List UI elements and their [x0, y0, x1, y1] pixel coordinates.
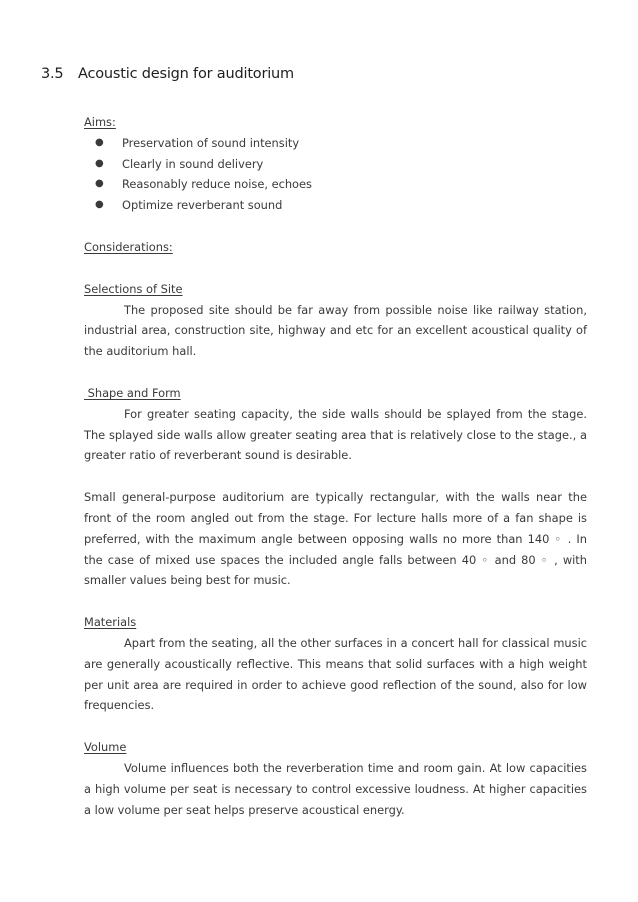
bullet-icon: ●	[95, 199, 104, 211]
aims-label: Aims:	[84, 115, 116, 129]
list-item: ● Reasonably reduce noise, echoes	[84, 174, 587, 195]
materials-heading: Materials	[84, 615, 137, 630]
shape-heading: Shape and Form	[84, 385, 181, 400]
site-heading: Selections of Site	[84, 281, 183, 296]
volume-paragraph: Volume influences both the reverberation time and room gain. At low capacities a high volume per seat is necessary to control excessive loudness. At higher capacities a low volume per seat helps preserve acoustical energy.	[84, 760, 587, 817]
site-paragraph: The proposed site should be far away from possible noise like railway station, industrial area, construction site, highway and etc for an excellent acoustical quality of the auditorium hall.	[84, 302, 587, 359]
bullet-icon: ●	[95, 136, 104, 148]
document-body	[84, 112, 587, 820]
list-item: ● Optimize reverberant sound	[84, 195, 587, 216]
list-item: ● Clearly in sound delivery	[84, 154, 587, 175]
section-heading	[41, 66, 294, 82]
section-number: 3.5	[41, 66, 64, 82]
materials-paragraph: Apart from the seating, all the other surfaces in a concert hall for classical music are generally acoustically reflective. This means that solid surfaces with a high weight per unit area are required in order to achieve good reflection of the sound, also for low frequencies.	[84, 635, 587, 713]
list-item: ● Preservation of sound intensity	[84, 133, 587, 154]
section-title: Acoustic design for auditorium	[78, 66, 294, 82]
bullet-icon: ●	[95, 157, 104, 169]
bullet-icon: ●	[95, 178, 104, 190]
shape-paragraph: For greater seating capacity, the side walls should be splayed from the stage. The splayed side walls allow greater seating area that is relatively close to the stage., a greater ratio of reverberant sound is desirable.	[84, 406, 587, 463]
volume-heading: Volume	[84, 740, 127, 755]
aims-list	[84, 133, 587, 216]
considerations-label: Considerations:	[84, 239, 173, 254]
shape-paragraph-2: Small general-purpose auditorium are typically rectangular, with the walls near the front of the room angled out from the stage. For lecture halls more of a fan shape is preferred, with the maximum angle between opposing walls no more than 140 ◦ . In the case of mixed use spaces the included angle falls between 40 ◦ and 80 ◦ , with smaller values being best for music.	[84, 490, 587, 588]
